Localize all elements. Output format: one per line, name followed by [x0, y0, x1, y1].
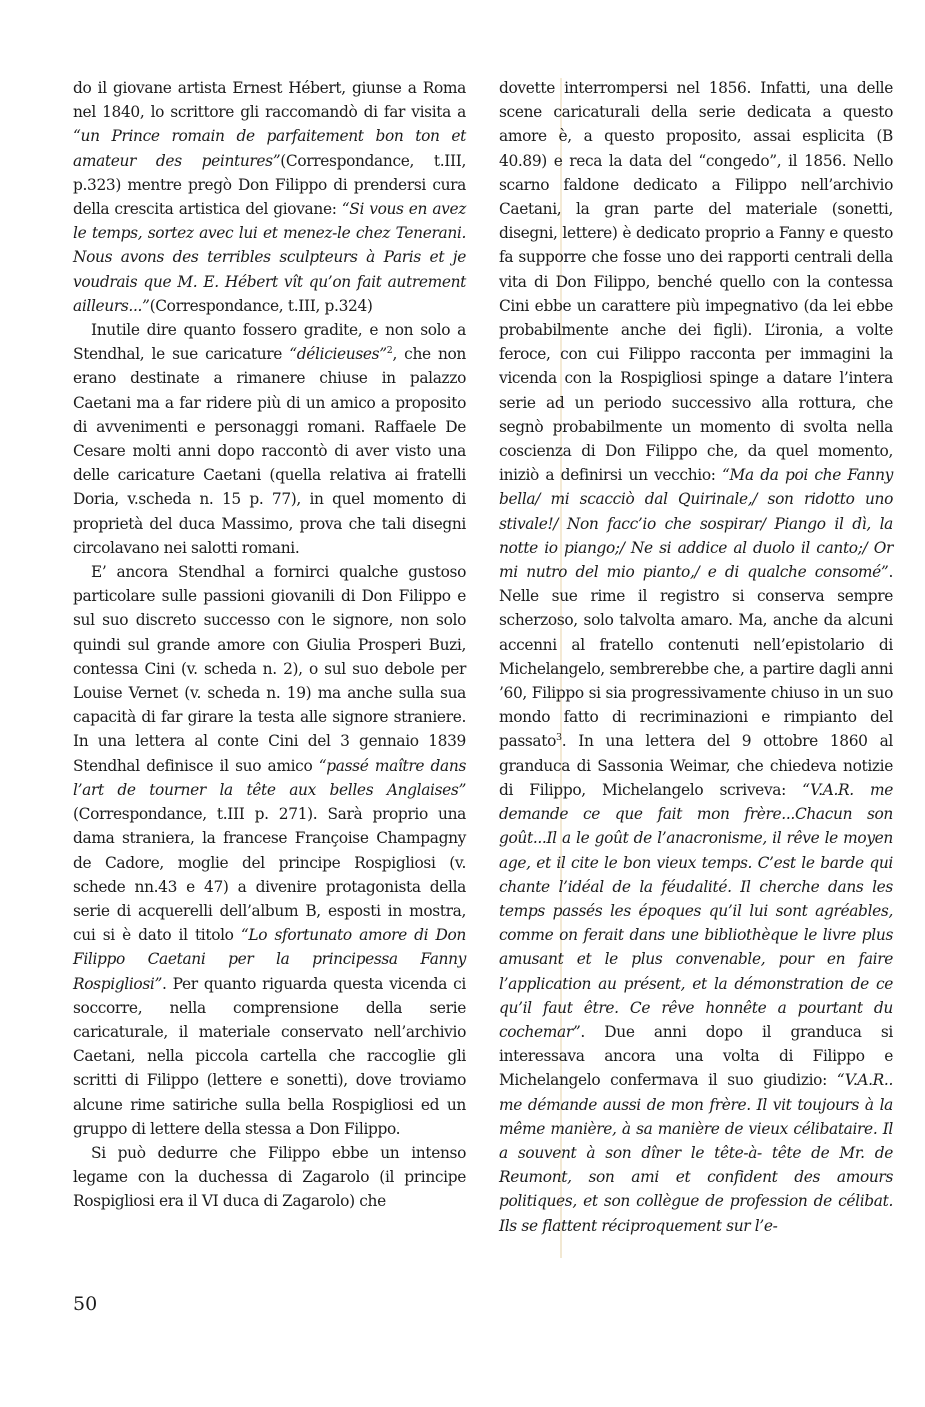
text-run: Inutile dire quanto fossero gradite, e non solo a Stendhal, le sue caricature: [73, 321, 466, 364]
italic-quote: “passé maître dans l’art de tourner la tête aux belles Anglaises”: [73, 756, 466, 799]
italic-quote: “Lo sfortunato amore di Don Filippo Caetani per la principessa Fanny Rospigliosi”: [73, 926, 466, 993]
text-run: (Correspondance, t.III, p.324): [149, 296, 373, 315]
text-run: . Nelle sue rime il registro si conserva sempre scherzoso, solo talvolta amaro. Ma, anche da alcuni accenni al fratello contenuti nell’epistolario di Michelangelo, sembrerebbe che, a partire dagli anni ’60, Filippo si sia progressivamente chiuso in un suo mondo fatto di recriminazioni e rimpianto del passato: [499, 563, 893, 751]
italic-quote: “Ma da poi che Fanny bella/ mi scacciò dal Quirinale,/ son ridotto uno stivale!/ Non facc’io che sospirar/ Piango il dì, la notte io piango;/ Ne si addice al duolo il canto;/ Or mi nutro del mio pianto,/ e di qualche consomé”: [499, 466, 893, 582]
page-number: 50: [73, 1293, 98, 1315]
paragraph: [73, 318, 466, 560]
text-run: E’ ancora Stendhal a fornirci qualche gustoso particolare sulle passioni giovanili di Don Filippo e sul suo discreto successo con le signore, non solo quindi sul grande amore con Giulia Prosperi Buzi, contessa Cini (v. scheda n. 2), o sul suo debole per Louise Vernet (v. scheda n. 19) ma anche sulla sua capacità di far girare la testa alle signore straniere. In una lettera al conte Cini del 3 gennaio 1839 Stendhal definisce il suo amico: [73, 563, 466, 775]
italic-quote: “V.A.R.. me démande aussi de mon frère. Il vit toujours à la même manière, à sa manière de vieux célibataire. Il a souvent à son dîner le tête-à- tête de Mr. de Reumont, son ami et confident des amours politiques, et son collègue de profession de célibat. Ils se flattent réciproquement sur l’e-: [499, 1071, 893, 1235]
paragraph: [73, 76, 466, 318]
paragraph: [73, 560, 466, 1141]
footnote-marker: 2: [386, 345, 393, 357]
italic-quote: “V.A.R. me demande ce que fait mon frère...Chacun son goût...Il a le goût de l’anacronisme, il rêve le moyen age, et il cite le bon vieux temps. C’est le barde qui chante l’idéal de la féudalité. Il cherche dans les temps passés les époques qu’il lui sont agréables, comme on ferait dans une bibliothèque le livre plus amusant et le plus convenable, pour en faire l’application au présent, et la démonstration de ce qu’il faut être. Ce rêve honnête a pourtant du cochemar”: [499, 780, 893, 1041]
text-column-left: [73, 76, 466, 1214]
text-run: (Correspondance, t.III p. 271). Sarà proprio una dama straniera, la francese Françoise Champagny de Cadore, moglie del principe Rospigliosi (v. schede nn.43 e 47) a divenire protagonista della serie di acquerelli dell’album B, esposti in mostra, cui si è dato il titolo: [73, 805, 466, 945]
paragraph: [73, 1141, 466, 1214]
text-run: . In una lettera del 9 ottobre 1860 al granduca di Sassonia Weimar, che chiedeva notizie di Filippo, Michelangelo scriveva:: [499, 732, 893, 799]
text-run: Si può dedurre che Filippo ebbe un intenso legame con la duchessa di Zagarolo (il principe Rospigliosi era il VI duca di Zagarolo) che: [73, 1143, 466, 1211]
footnote-marker: 3: [556, 732, 562, 744]
text-column-right: [499, 76, 893, 1238]
italic-quote: “un Prince romain de parfaitement bon ton et amateur des peintures”: [73, 127, 466, 170]
text-run: , che non erano destinate a rimanere chiuse in palazzo Caetani ma a far ridere più di un amico a proposito di avvenimenti e personaggi romani. Raffaele De Cesare molti anni dopo raccontò di aver visto una delle caricature Caetani (quella relativa ai fratelli Doria, v.scheda n. 15 p. 77), in quel momento di proprietà del duca Massimo, prova che tali disegni circolavano nei salotti romani.: [73, 345, 466, 557]
italic-quote: “Si vous en avez le temps, sortez avec lui et menez-le chez Tenerani. Nous avons des terribles sculpteurs à Paris et je voudrais que M. E. Hébert vît qu’on fait autrement ailleurs...”: [73, 200, 467, 315]
paragraph: [499, 76, 893, 1238]
text-run: (Correspondance, t.III, p.323) mentre pregò Don Filippo di prendersi cura della crescita artistica del giovane:: [73, 151, 466, 219]
italic-quote: “délicieuses”: [289, 345, 387, 364]
text-run: dovette interrompersi nel 1856. Infatti, una delle scene caricaturali della serie dedicata a questo amore è, a questo proposito, assai esplicita (B 40.89) e reca la data del “congedo”, il 1856. Nello scarno faldone dedicato a Filippo nell’archivio Caetani, la gran parte del materiale (sonetti, disegni, lettere) è dedicato proprio a Fanny e questo fa supporre che fosse uno dei rapporti centrali della vita di Don Filippo, benché quello con la contessa Cini ebbe un carattere più impegnativo (da lei ebbe probabilmente anche dei figli). L’ironia, a volte feroce, con cui Filippo racconta per immagini la vicenda con la Rospigliosi spinge a datare l’intera serie ad un periodo successivo alla rottura, che segnò probabilmente un momento di svolta nella coscienza di Don Filippo che, da quel momento, iniziò a definirsi un vecchio:: [499, 79, 893, 485]
text-run: . Due anni dopo il granduca si interessava ancora una volta di Filippo e Michelangelo confermava il suo giudizio:: [499, 1022, 893, 1090]
text-run: do il giovane artista Ernest Hébert, giunse a Roma nel 1840, lo scrittore gli raccomandò di far visita a: [73, 79, 466, 122]
text-run: . Per quanto riguarda questa vicenda ci soccorre, nella comprensione della serie caricaturale, il materiale conservato nell’archivio Caetani, nella piccola cartella che raccoglie gli scritti di Filippo (lettere e sonetti), dove troviamo alcune rime satiriche sulla bella Rospigliosi ed un gruppo di lettere della stessa a Don Filippo.: [73, 974, 466, 1138]
